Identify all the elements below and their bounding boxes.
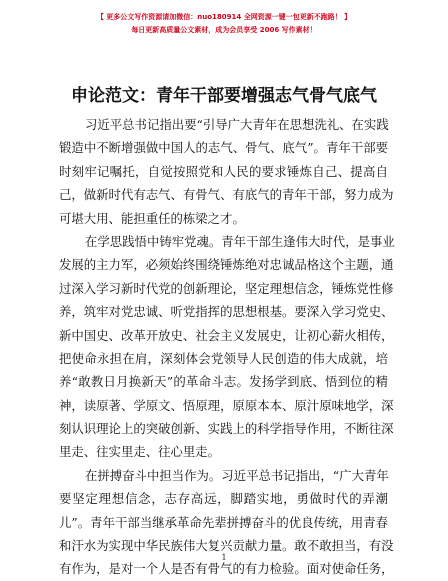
paragraph-2-line-8: 神，读原著、学原文、悟原理，原原本本、原汁原味地学，深 (59, 397, 394, 413)
paragraph-3 (59, 464, 394, 581)
paragraph-2-line-1: 在学思践悟中铸牢党魂。青年干部生逢伟大时代，是事业 (85, 233, 395, 249)
paragraph-1-line-3: 时刻牢记嘱托，自觉按照党和人民的要求锤炼自己、提高自 (59, 163, 388, 179)
paragraph-2-line-2: 发展的主力军，必须始终围绕锤炼绝对忠诚品格这个主题，通 (59, 257, 394, 273)
document-title: 申论范文：青年干部要增强志气骨气底气 (71, 86, 377, 106)
paragraph-3-line-5: 有作为，是对一个人是否有骨气的有力检验。面对使命任务， (59, 561, 394, 577)
paragraph-2-line-9: 刻认识理论上的突破创新、实践上的科学指导作用，不断往深 (59, 421, 394, 437)
paragraph-1-line-2: 锻造中不断增强做中国人的志气、骨气、底气”。青年干部要 (59, 140, 388, 156)
document-body (59, 113, 395, 581)
promo-banner-line-2: 每日更新高质量公文素材，成为会员享受 2006 写作素材！ (131, 26, 317, 34)
paragraph-1-line-5: 可堪大用、能担重任的栋梁之才。 (59, 210, 245, 226)
paragraph-1-line-4: 己，做新时代有志气、有骨气、有底气的青年干部，努力成为 (59, 187, 394, 203)
paragraph-2-line-7: 养“敢教日月换新天”的革命斗志。发扬学到底、悟到位的精 (59, 374, 388, 390)
paragraph-2-line-5: 新中国史、改革开放史、社会主义发展史，让初心薪火相传， (59, 327, 394, 343)
paragraph-2-line-4: 养，筑牢对党忠诚、听党指挥的思想根基。要深入学习党史、 (59, 304, 394, 320)
paragraph-3-line-2: 要坚定理想信念，志存高远，脚踏实地，勇做时代的弄潮 (59, 491, 388, 507)
paragraph-2-line-6: 把使命永担在肩，深刻体会党领导人民创造的伟大成就，培 (59, 350, 388, 366)
promo-banner-line-1: 【 更多公文写作资源请加微信：nuo180914 全网资源一键一包更新不跑路！ 】 (96, 13, 352, 21)
paragraph-1-line-1: 习近平总书记指出要“引导广大青年在思想洗礼、在实践 (85, 117, 389, 132)
page-number: 1 (221, 553, 227, 562)
paragraph-2-line-3: 过深入学习新时代党的创新理论，坚定理想信念，锤炼党性修 (59, 280, 394, 296)
paragraph-3-line-4: 和汗水为实现中华民族伟大复兴贡献力量。敢不敢担当，有没 (59, 538, 394, 554)
paragraph-2-line-10: 里走、往实里走、往心里走。 (59, 444, 221, 460)
paragraph-2 (59, 230, 395, 464)
paragraph-3-line-1: 在拼搏奋斗中担当作为。习近平总书记指出，“广大青年 (85, 467, 389, 483)
paragraph-3-line-3: 儿”。青年干部当继承革命先辈拼搏奋斗的优良传统，用青春 (59, 514, 388, 530)
paragraph-1 (59, 113, 394, 230)
